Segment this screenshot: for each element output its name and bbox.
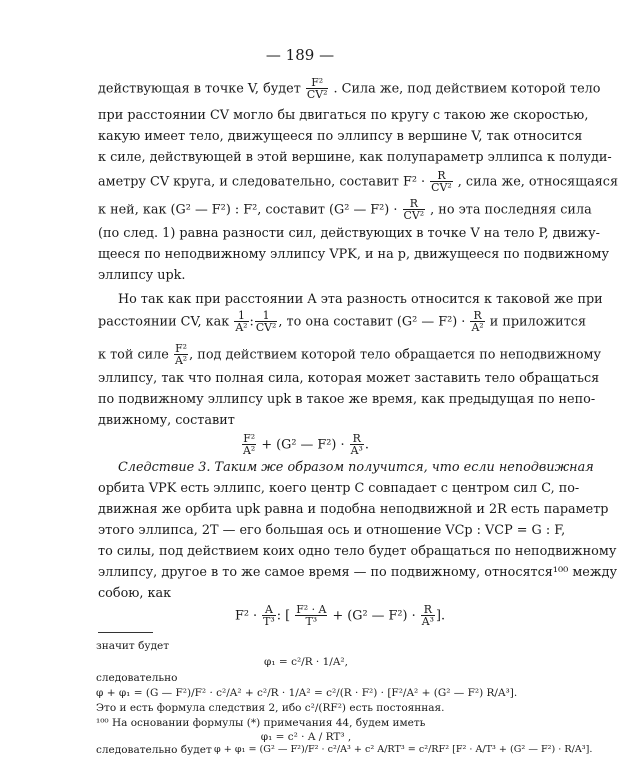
text-line: к ней, как (G² — F²) : F², составит (G² — F²) · $\frac{R}{\text{CV²}}$ , но эта последняя сила: [98, 197, 592, 223]
text-line: эллипсу, так что полная сила, которая может заставить тело обращаться: [98, 371, 600, 386]
footnote-formula: φ₁ = c² · A / RT³ ,: [260, 731, 352, 743]
text-line: щееся по неподвижному эллипсу VPK, и на p, движущееся по подвижному: [98, 247, 610, 262]
text-line: то силы, под действием коих одно тело будет обращаться по неподвижному: [98, 544, 617, 559]
text-line: эллипсу upk.: [98, 268, 186, 283]
fraction: $\frac{\text{F²}}{\text{A²}}$: [243, 432, 256, 458]
text-line: Но так как при расстоянии A эта разность относится к таковой же при: [118, 292, 603, 307]
text-line: по подвижному эллипсу upk в такое же время, как предыдущая по непо-: [98, 392, 596, 407]
footnote-line: следовательно будет: [96, 744, 212, 756]
fraction: $\frac{\text{F²}}{\text{CV²}}$: [306, 76, 328, 102]
text-line: действующая в точке V, будет $\frac{\text{F²}}{\text{CV²}}$ . Сила же, под действием которой тело: [98, 76, 601, 102]
footnote-divider: [98, 632, 153, 633]
text-line: расстоянии CV, как $\frac{1}{\text{A²}}$ : $\frac{1}{\text{CV²}}$ , то она составит (G² — F²) · $\frac{R}{\text{A²}}$ и приложится: [98, 309, 587, 335]
fraction: $\frac{\text{F² · A}}{\text{T³}}$: [296, 603, 327, 629]
text-line: орбита VPK есть эллипс, коего центр C совпадает с центром сил C, по-: [98, 481, 580, 496]
fraction: $\frac{R}{\text{A³}}$: [421, 603, 434, 629]
text-line: эллипсу, другое в то же самое время — по подвижному, относятся¹⁰⁰ между: [98, 565, 618, 580]
footnote-formula: φ + φ₁ = (G² — F²)/F² · c²/A³ + c² A/RT³ = c²/RF² [F² · A/T³ + (G² — F²) · R/A³].: [214, 744, 593, 755]
text-line: какую имеет тело, движущееся по эллипсу в вершине V, так относится: [98, 129, 583, 144]
text-line: при расстоянии CV могло бы двигаться по кругу с такою же скоростью,: [98, 108, 589, 123]
text-line: этого эллипса, 2T — его большая ось и отношение VCp : VCP = G : F,: [98, 523, 566, 538]
fraction: $\frac{R}{\text{CV²}}$: [431, 169, 452, 195]
text-line: (по след. 1) равна разности сил, действующих в точке V на тело P, движу-: [98, 226, 600, 241]
text-line: Следствие 3. Таким же образом получится, что если неподвижная: [118, 460, 594, 475]
text-line: аметру CV круга, и следовательно, составит F² · $\frac{R}{\text{CV²}}$ , сила же, относящаяся: [98, 169, 618, 195]
fraction: $\frac{R}{\text{CV²}}$: [403, 197, 425, 223]
formula-line: F² · $\frac{A}{\text{T³}}$ : [ $\frac{\text{F² · A}}{\text{T³}}$ + (G² — F²) · $\frac{R}{\text{A³}}$ ].: [234, 603, 446, 629]
footnote-line: следовательно: [96, 672, 178, 684]
footnote-line: ¹⁰⁰ На основании формулы (*) примечания 44, будем иметь: [96, 717, 426, 729]
fraction: $\frac{\text{F²}}{\text{A²}}$: [174, 342, 188, 368]
fraction: $\frac{1}{\text{CV²}}$: [255, 309, 277, 335]
fraction: $\frac{R}{\text{A³}}$: [350, 432, 363, 458]
page-number: — 189 —: [265, 46, 335, 64]
formula-line: $\frac{\text{F²}}{\text{A²}}$ + (G² — F²) · $\frac{R}{\text{A³}}$ .: [243, 432, 369, 458]
footnote-line: Это и есть формула следствия 2, ибо c²/(RF²) есть постоянная.: [96, 702, 445, 714]
text-line: к той силе $\frac{\text{F²}}{\text{A²}}$ , под действием которой тело обращается по неподвижному: [98, 342, 602, 368]
text-line: движному, составит: [98, 413, 235, 428]
text-line: к силе, действующей в этой вершине, как полупараметр эллипса к полуди-: [98, 150, 612, 165]
footnote-formula: φ + φ₁ = (G — F²)/F² · c²/A² + c²/R · 1/A² = c²/(R · F²) · [F²/A² + (G² — F²) R/A³].: [96, 687, 518, 699]
text-line: движная же орбита upk равна и подобна неподвижной и 2R есть параметр: [98, 502, 609, 517]
footnote-formula: φ₁ = c²/R · 1/A²,: [264, 656, 348, 668]
fraction: $\frac{A}{\text{T³}}$: [263, 603, 275, 629]
text-line: собою, как: [98, 586, 172, 601]
footnote-line: значит будет: [96, 640, 170, 652]
fraction: $\frac{1}{\text{A²}}$: [235, 309, 248, 335]
fraction: $\frac{R}{\text{A²}}$: [471, 309, 484, 335]
